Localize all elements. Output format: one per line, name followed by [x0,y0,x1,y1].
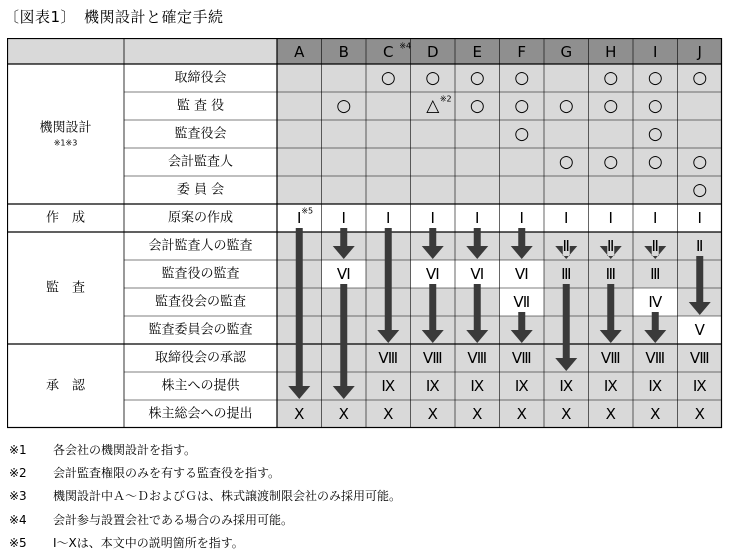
footnote-5 [9,532,401,555]
cell-value: Ⅹ [294,405,305,423]
row-label: 監査役会の監査 [154,294,247,310]
column-header-e: E [472,43,482,61]
cell-value: ○ [558,96,574,116]
group-label-note: ※1※3 [53,138,78,148]
column-header-note: ※4 [399,41,412,51]
cell-value: ○ [425,68,441,88]
column-header-h: H [605,43,617,61]
cell-value: Ⅹ [338,405,349,423]
cell-value: Ⅸ [381,377,396,395]
cell-value: Ⅹ [694,405,705,423]
footnote-mark: ※1 [9,443,27,457]
cell-value: ○ [514,68,530,88]
cell-value: Ⅱ [651,237,659,255]
cell-note: ※5 [301,206,314,216]
cell-value: Ⅹ [472,405,483,423]
group-label: 作 成 [45,210,86,226]
cell-value: Ⅷ [511,349,532,367]
cell-value: Ⅵ [470,265,485,283]
group-label: 承 認 [45,378,86,394]
row-label: 委 員 会 [176,182,225,198]
row-label: 株主への提供 [161,378,240,394]
cell-value: Ⅵ [425,265,440,283]
footnotes [9,439,401,555]
cell-value: Ⅵ [514,265,529,283]
cell-value: Ⅰ [697,209,702,227]
cell-value: Ⅹ [650,405,661,423]
footnote-2 [9,462,401,485]
cell-value: Ⅲ [605,265,616,283]
footnote-mark: ※3 [9,489,27,504]
column-header-d: D [426,43,439,61]
cell-value: ○ [692,68,708,88]
row-label: 原案の作成 [167,210,234,226]
figure-title: 〔図表1〕 機関設計と確定手続 [4,8,224,26]
cell-value: Ⅳ [648,293,663,311]
row-label: 取締役会の承認 [154,350,247,366]
cell-value: Ⅷ [467,349,488,367]
process-table [7,38,723,434]
column-header-a: A [294,43,305,61]
cell-value: Ⅸ [603,377,618,395]
cell-value: Ⅰ [608,209,613,227]
cell-value: ○ [647,96,663,116]
cell-value: Ⅷ [645,349,666,367]
cell-value: ○ [647,68,663,88]
row-label: 監査役の監査 [161,266,240,282]
footnote-text: 会計監査権限のみを有する監査役を指す。 [53,466,281,481]
column-header-j: J [697,43,702,61]
footnote-text: 会計参与設置会社である場合のみ採用可能。 [53,512,294,527]
cell-value: ○ [692,152,708,172]
cell-value: △ [426,96,440,116]
group-label: 機関設計 [39,120,92,136]
cell-value: ○ [647,152,663,172]
cell-value: Ⅱ [562,237,570,255]
row-label: 会計監査人 [167,154,234,170]
cell-value: Ⅸ [559,377,574,395]
cell-value: Ⅹ [383,405,394,423]
column-header-c: C [383,43,394,61]
cell-value: Ⅸ [648,377,663,395]
cell-value: Ⅸ [425,377,440,395]
row-label: 株主総会への提出 [148,406,253,422]
footnote-text: 各会社の機関設計を指す。 [53,443,197,457]
cell-value: Ⅷ [378,349,399,367]
cell-value: Ⅶ [513,293,531,311]
row-label: 監 査 役 [176,98,225,114]
cell-value: Ⅷ [600,349,621,367]
footnote-3 [9,485,401,508]
cell-value: ○ [603,68,619,88]
cell-value: ○ [558,152,574,172]
cell-value: Ⅵ [336,265,351,283]
footnote-text: 機関設計中Ａ～ＤおよびＧは、株式譲渡制限会社のみ採用可能。 [53,489,402,504]
cell-value: Ⅸ [514,377,529,395]
row-label: 監査委員会の監査 [148,322,253,338]
cell-value: Ⅲ [650,265,661,283]
cell-value: Ⅷ [422,349,443,367]
cell-value: ○ [647,124,663,144]
cell-value: Ⅹ [427,405,438,423]
cell-value: Ⅰ [653,209,658,227]
cell-value: Ⅸ [692,377,707,395]
header-blank-cell [7,38,277,64]
cell-value: Ⅰ [297,209,302,227]
cell-value: Ⅴ [694,321,705,339]
row-label: 監査役会 [174,126,227,142]
cell-value: Ⅹ [516,405,527,423]
column-header-i: I [653,43,658,61]
cell-value: Ⅱ [607,237,615,255]
cell-value: Ⅰ [430,209,435,227]
group-label: 監 査 [45,280,86,296]
row-label: 会計監査人の監査 [148,238,253,254]
cell-value: Ⅷ [689,349,710,367]
cell-value: ○ [692,180,708,200]
column-header-b: B [338,43,349,61]
cell-value: ○ [514,96,530,116]
row-label: 取締役会 [174,70,227,86]
footnote-mark: ※5 [9,535,27,550]
cell-value: Ⅰ [519,209,524,227]
cell-value: Ⅲ [561,265,572,283]
cell-value: ○ [603,96,619,116]
cell-value: ○ [469,68,485,88]
footnote-text: Ⅰ～Ⅹは、本文中の説明箇所を指す。 [53,535,244,550]
cell-value: Ⅰ [341,209,346,227]
cell-value: Ⅸ [470,377,485,395]
cell-value: Ⅰ [386,209,391,227]
footnote-1 [9,439,401,462]
footnote-mark: ※4 [9,512,27,527]
cell-value: Ⅹ [605,405,616,423]
cell-value: Ⅰ [564,209,569,227]
cell-value: ○ [603,152,619,172]
footnote-4 [9,509,401,532]
column-header-g: G [560,43,573,61]
cell-value: Ⅹ [561,405,572,423]
cell-value: ○ [469,96,485,116]
cell-value: ○ [336,96,352,116]
cell-value: ○ [380,68,396,88]
cell-value: Ⅱ [696,237,704,255]
column-header-f: F [517,43,527,61]
cell-value: ○ [514,124,530,144]
cell-note: ※2 [439,94,452,104]
cell-value: Ⅰ [475,209,480,227]
footnote-mark: ※2 [9,466,27,481]
